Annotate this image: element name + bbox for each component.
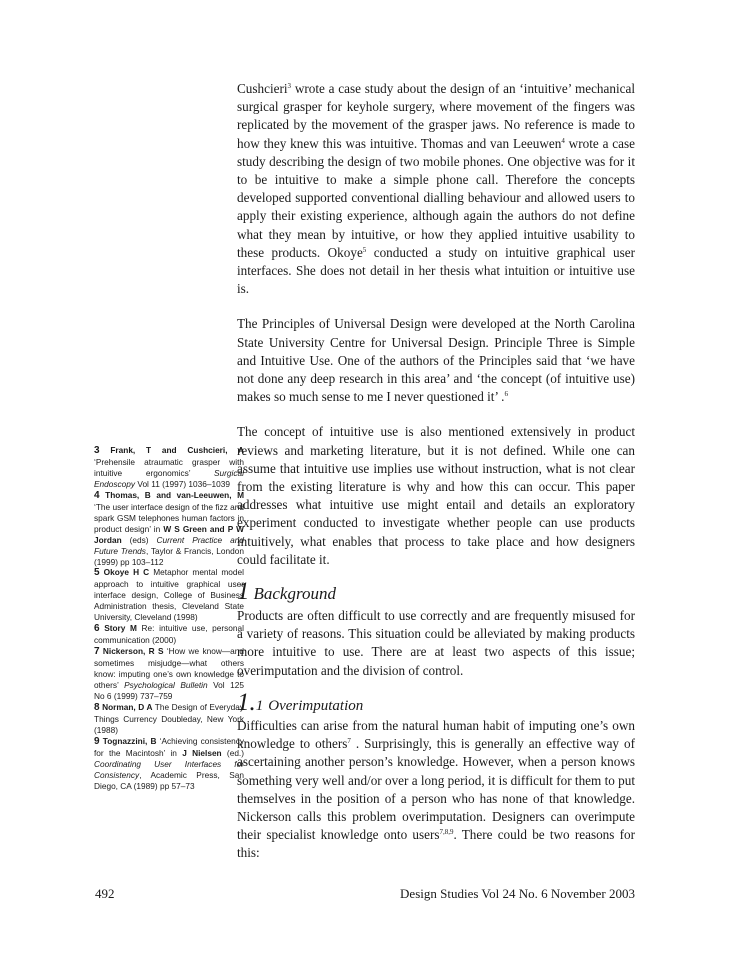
text-span: Difficulties can arise from the natural human habit of imputing one’s own knowledge to others [237, 717, 635, 752]
reference-number: 3 [94, 445, 100, 456]
reference-authors: Nickerson, R S [102, 646, 164, 657]
reference-number: 7 [94, 646, 100, 658]
reference-text: (ed.) [221, 747, 244, 758]
page-number: 492 [95, 886, 115, 901]
reference-details: Vol 125 No 6 (1999) 737–759 [94, 680, 245, 701]
reference-6 [94, 623, 244, 646]
citation-superscript: 7 [347, 737, 351, 746]
subsection-title: Overimputation [268, 697, 364, 714]
reference-number: 9 [94, 735, 100, 747]
reference-authors: Okoye H C [103, 567, 150, 578]
text-span: The Principles of Universal Design were developed at the North Carolina State University Centre for Universal Design. Principle Three is Simple and Intuitive Use. One of the authors of the Principles said that ‘we have not done any deep research in this area’ and ‘the concept (of intuitive use) makes so much sense to me I never questioned it’ . [237, 316, 635, 405]
text-span: conducted a study on intuitive graphical user interfaces. She does not detail in her thesis what intuition or intuitive use is. [237, 244, 635, 297]
reference-text: ‘How we know—and sometimes misjudge—what others know: imputing one’s own knowledge to others’ [94, 646, 244, 691]
reference-4 [94, 490, 244, 568]
paragraph-5 [237, 717, 635, 863]
citation-superscript: 4 [561, 136, 565, 145]
paragraph-1 [237, 80, 635, 298]
paragraph-2 [237, 315, 635, 406]
reference-text: ‘Prehensile atraumatic grasper with intuitive ergonomics’ [94, 456, 244, 478]
paragraph-4: Products are often difficult to use correctly and are frequently misused for a variety of reasons. This situation could be alleviated by making products more intuitive to use. There are at least two aspects of this issue; overimputation and the division of control. [237, 608, 635, 678]
subsection-heading-overimputation [237, 690, 635, 715]
main-text-column [237, 80, 635, 880]
reference-7 [94, 646, 244, 702]
section-number: 1 [237, 578, 250, 606]
citation-superscript: 7,8,9 [439, 828, 454, 837]
citation-superscript: 6 [504, 390, 508, 399]
section-number-minor: 1 [255, 697, 264, 714]
section-title: Background [253, 584, 336, 604]
reference-source: Psychological Bulletin [124, 680, 208, 691]
reference-details: Vol 11 (1997) 1036–1039 [135, 478, 230, 489]
journal-citation: Design Studies Vol 24 No. 6 November 2003 [400, 886, 635, 901]
reference-text: The Design of Everyday Things Currency Doubleday, New York (1988) [94, 701, 244, 735]
reference-text: ‘Achieving consistency for the Macintosh’ in [94, 735, 245, 758]
reference-text: ‘The user interface design of the fizz and spark GSM telephones human factors in product design’ in [94, 501, 244, 534]
reference-details: , Taylor & Francis, London (1999) pp 103–112 [94, 545, 244, 567]
section-heading-background [237, 579, 635, 604]
reference-details: , Academic Press, San Diego, CA (1989) pp 57–73 [94, 769, 244, 791]
text-span: wrote a case study about the design of an ‘intuitive’ mechanical surgical grasper for keyhole surgery, where movement of the fingers was replicated by the movement of the grasper jaws. No reference is made to how they knew this was intuitive. Thomas and van Leeuwen [237, 81, 635, 151]
reference-editors: W S Green and P W Jordan [94, 523, 244, 545]
text-span: . There could be two reasons for this: [237, 827, 635, 861]
reference-authors: Frank, T and Cushcieri, A [110, 445, 244, 455]
reference-editors: J Nielsen [182, 747, 222, 758]
reference-text: Metaphor mental model approach to intuitive graphical user interface design, College of Business Administration thesis, Cleveland State University, Cleveland (1998) [94, 567, 244, 623]
reference-8 [94, 702, 244, 736]
margin-references [94, 445, 244, 792]
section-number-major: 1. [237, 688, 256, 716]
text-span: Cushcieri [237, 81, 288, 96]
text-span: wrote a case study describing the design of two mobile phones. One objective was for it to be intuitive to make a simple phone call. Therefore the concepts developed supported conventional dialling behaviour and allowed users to apply their existing experience, although again the authors do not define what they mean by intuitive, or how they applied intuitive usability to these products. Okoye [237, 135, 636, 260]
reference-9 [94, 736, 244, 792]
citation-superscript: 5 [362, 245, 367, 254]
reference-number: 5 [94, 567, 100, 579]
reference-authors: Norman, D A [102, 701, 153, 712]
reference-text: (eds) [121, 534, 157, 545]
citation-superscript: 3 [287, 82, 292, 90]
reference-number: 6 [94, 623, 100, 635]
paragraph-3: The concept of intuitive use is also mentioned extensively in product reviews and marketing literature, but it is not defined. While one can assume that intuitive use implies use without instruction, what is not clear from the existing literature is why and how this can occur. This paper addresses what intuitive use might entail and details an exploratory experiment conducted to investigate whether people can use products intuitively, what enables that process to take place and how designers could facilitate it. [237, 424, 635, 567]
reference-3 [94, 445, 244, 490]
reference-text: Re: intuitive use, personal communication (2000) [94, 623, 244, 646]
reference-number: 4 [94, 489, 100, 501]
reference-source: Surgical Endoscopy [94, 467, 244, 489]
reference-authors: Story M [104, 623, 137, 634]
reference-number: 8 [94, 701, 100, 713]
text-span: . Surprisingly, this is generally an effective way of ascertaining another person’s knowledge. However, when a person knows something very well and/or over a long period, it is difficult for them to put themselves in the position of a person who has none of that knowledge. Nickerson calls this problem overimputation. Designers can overimpute their specialist knowledge onto users [237, 736, 635, 843]
reference-authors: Thomas, B and van-Leeuwen, M [105, 489, 244, 500]
reference-5 [94, 567, 244, 623]
reference-source: Current Practice and Future Trends [94, 534, 244, 556]
reference-source: Coordinating User Interfaces for Consistency [94, 758, 244, 780]
reference-authors: Tognazzini, B [102, 735, 157, 746]
